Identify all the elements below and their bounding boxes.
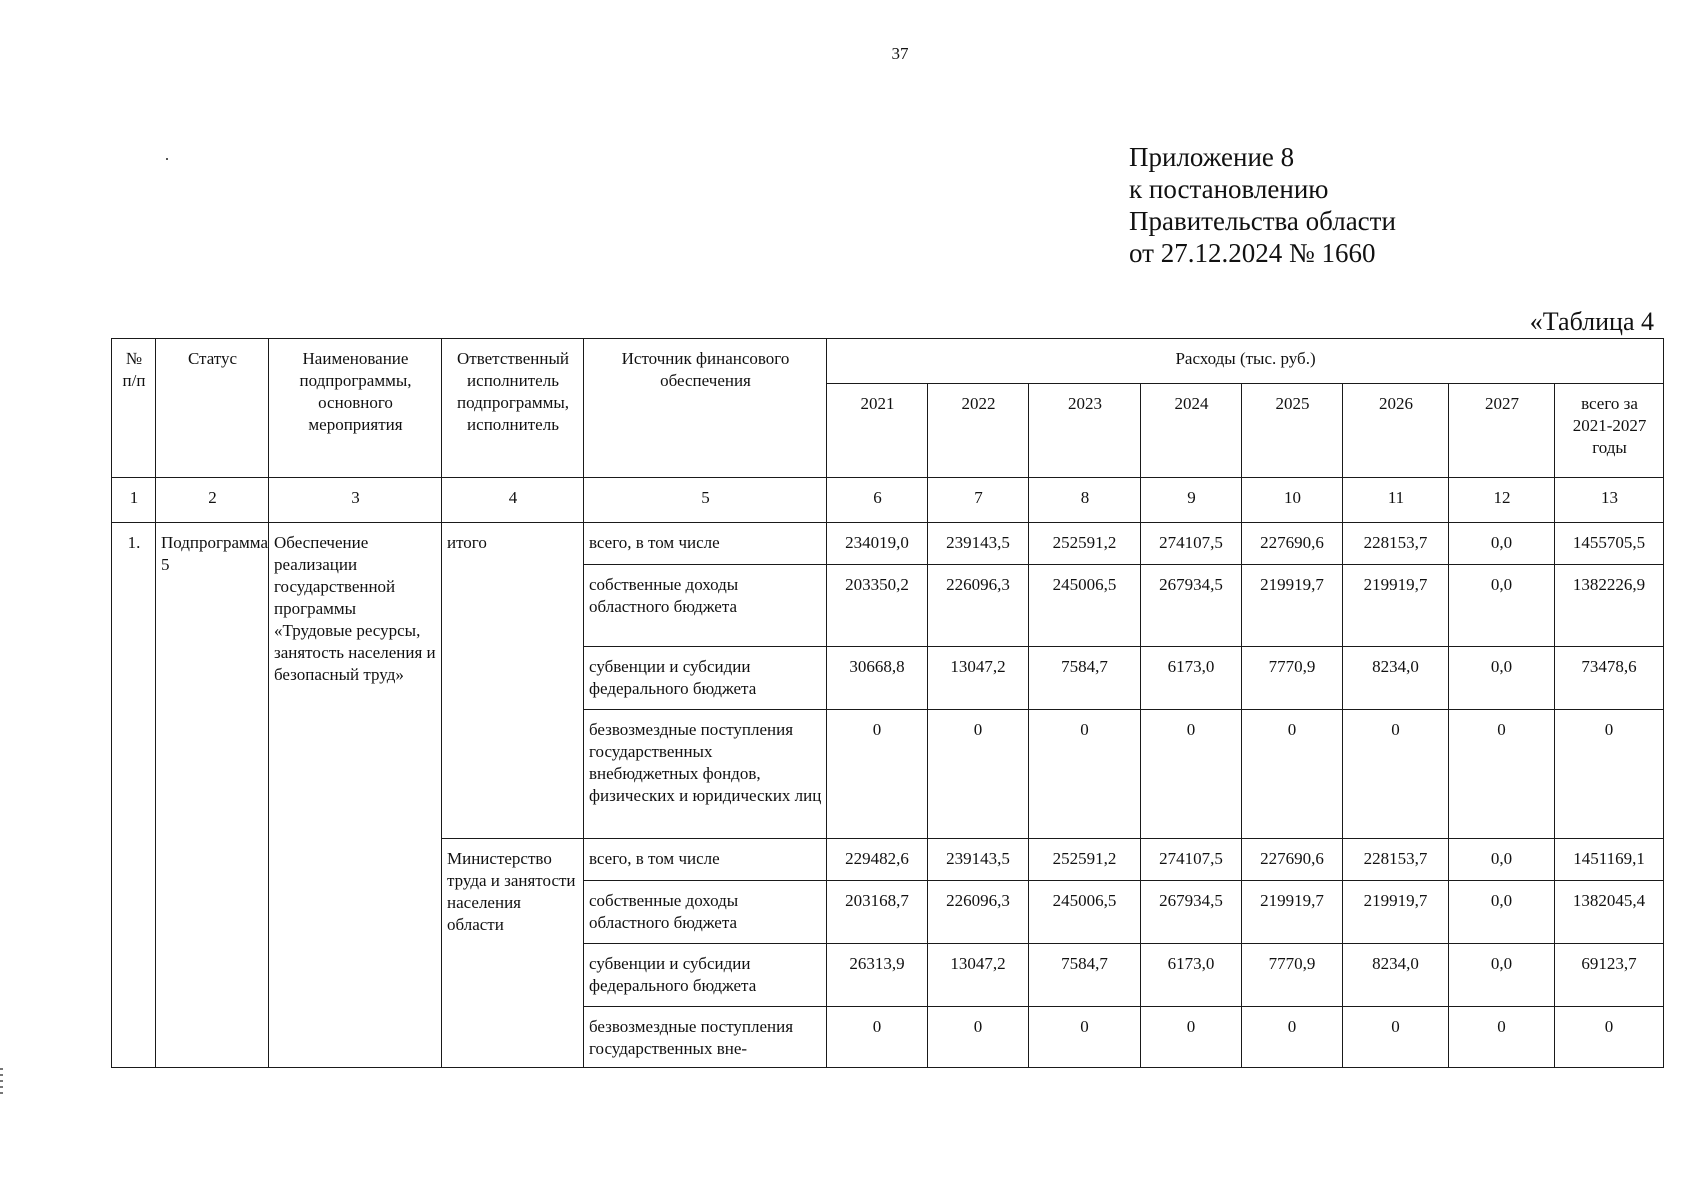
appendix-line-3: Правительства области	[1129, 206, 1396, 236]
expense-value: 0	[1242, 710, 1343, 839]
expense-value: 274107,5	[1141, 839, 1242, 881]
column-index-8: 8	[1029, 478, 1141, 523]
header-year-6: 2026	[1343, 384, 1449, 478]
row-number: 1.	[112, 523, 156, 1068]
scan-edge-marks	[0, 1068, 3, 1098]
expense-value: 0	[1242, 1007, 1343, 1068]
appendix-block	[1129, 141, 1396, 269]
header-number: № п/п	[112, 339, 156, 478]
appendix-line-1: Приложение 8	[1129, 142, 1295, 172]
expense-value: 7770,9	[1242, 647, 1343, 710]
expense-value: 219919,7	[1242, 881, 1343, 944]
header-year-7: 2027	[1449, 384, 1555, 478]
expense-value: 1382045,4	[1555, 881, 1664, 944]
expense-value: 0,0	[1449, 839, 1555, 881]
expense-value: 0,0	[1449, 565, 1555, 647]
scan-dot	[166, 158, 168, 160]
expense-value: 0	[1449, 1007, 1555, 1068]
expense-value: 7584,7	[1029, 944, 1141, 1007]
column-index-3: 3	[269, 478, 442, 523]
funding-source: собственные доходы областного бюджета	[584, 565, 827, 647]
expense-value: 0,0	[1449, 944, 1555, 1007]
column-index-5: 5	[584, 478, 827, 523]
expense-value: 219919,7	[1343, 565, 1449, 647]
expense-value: 13047,2	[928, 944, 1029, 1007]
expense-value: 203168,7	[827, 881, 928, 944]
budget-table	[111, 338, 1664, 1068]
funding-source: всего, в том числе	[584, 839, 827, 881]
expense-value: 229482,6	[827, 839, 928, 881]
expense-value: 6173,0	[1141, 647, 1242, 710]
expense-value: 1451169,1	[1555, 839, 1664, 881]
expense-value: 227690,6	[1242, 839, 1343, 881]
expense-value: 0,0	[1449, 881, 1555, 944]
row-program-name: Обеспечение реализации государственной программы «Трудовые ресурсы, занятость населения и безопасный труд»	[269, 523, 442, 1068]
appendix-line-2: к постановлению	[1129, 174, 1329, 204]
expense-value: 245006,5	[1029, 565, 1141, 647]
expense-value: 7770,9	[1242, 944, 1343, 1007]
header-name: Наименование подпрограммы, основного мероприятия	[269, 339, 442, 478]
expense-value: 0	[1343, 1007, 1449, 1068]
appendix-line-4: от 27.12.2024 № 1660	[1129, 238, 1376, 268]
expense-value: 239143,5	[928, 523, 1029, 565]
column-index-4: 4	[442, 478, 584, 523]
column-index-7: 7	[928, 478, 1029, 523]
column-index-13: 13	[1555, 478, 1664, 523]
expense-value: 267934,5	[1141, 881, 1242, 944]
expense-value: 267934,5	[1141, 565, 1242, 647]
header-expenses: Расходы (тыс. руб.)	[827, 339, 1664, 384]
expense-value: 1382226,9	[1555, 565, 1664, 647]
column-index-2: 2	[156, 478, 269, 523]
header-year-1: 2021	[827, 384, 928, 478]
expense-value: 73478,6	[1555, 647, 1664, 710]
expense-value: 0,0	[1449, 647, 1555, 710]
expense-value: 0	[1555, 1007, 1664, 1068]
funding-source: собственные доходы областного бюджета	[584, 881, 827, 944]
funding-source: субвенции и субсидии федерального бюджета	[584, 944, 827, 1007]
column-index-6: 6	[827, 478, 928, 523]
expense-value: 1455705,5	[1555, 523, 1664, 565]
expense-value: 228153,7	[1343, 839, 1449, 881]
expense-value: 0	[928, 1007, 1029, 1068]
expense-value: 0	[1449, 710, 1555, 839]
expense-value: 6173,0	[1141, 944, 1242, 1007]
expense-value: 234019,0	[827, 523, 928, 565]
header-year-4: 2024	[1141, 384, 1242, 478]
column-index-10: 10	[1242, 478, 1343, 523]
expense-value: 13047,2	[928, 647, 1029, 710]
header-year-3: 2023	[1029, 384, 1141, 478]
column-index-11: 11	[1343, 478, 1449, 523]
expense-value: 0	[1029, 1007, 1141, 1068]
funding-source: безвозмездные поступления государственных вне-	[584, 1007, 827, 1068]
responsible-executor: Министерство труда и занятости населения области	[442, 839, 584, 1068]
expense-value: 219919,7	[1343, 881, 1449, 944]
expense-value: 239143,5	[928, 839, 1029, 881]
funding-source: безвозмездные поступления государственных внебюджетных фондов, физических и юридических лиц	[584, 710, 827, 839]
expense-value: 0	[928, 710, 1029, 839]
expense-value: 252591,2	[1029, 839, 1141, 881]
expense-value: 228153,7	[1343, 523, 1449, 565]
expense-value: 8234,0	[1343, 944, 1449, 1007]
expense-value: 0	[827, 710, 928, 839]
expense-value: 69123,7	[1555, 944, 1664, 1007]
header-year-2: 2022	[928, 384, 1029, 478]
column-index-12: 12	[1449, 478, 1555, 523]
funding-source: субвенции и субсидии федерального бюджета	[584, 647, 827, 710]
funding-source: всего, в том числе	[584, 523, 827, 565]
expense-value: 0	[1343, 710, 1449, 839]
expense-value: 0	[827, 1007, 928, 1068]
expense-value: 0	[1141, 1007, 1242, 1068]
responsible-executor: итого	[442, 523, 584, 839]
column-index-9: 9	[1141, 478, 1242, 523]
header-year-8: всего за 2021-2027 годы	[1555, 384, 1664, 478]
expense-value: 252591,2	[1029, 523, 1141, 565]
expense-value: 0	[1555, 710, 1664, 839]
table-row	[112, 523, 1664, 565]
expense-value: 0,0	[1449, 523, 1555, 565]
header-year-5: 2025	[1242, 384, 1343, 478]
expense-value: 219919,7	[1242, 565, 1343, 647]
expense-value: 7584,7	[1029, 647, 1141, 710]
row-status: Подпрограмма 5	[156, 523, 269, 1068]
expense-value: 203350,2	[827, 565, 928, 647]
column-index-1: 1	[112, 478, 156, 523]
page-number: 37	[891, 44, 909, 63]
table-caption: «Таблица 4	[1529, 307, 1654, 336]
expense-value: 26313,9	[827, 944, 928, 1007]
expense-value: 30668,8	[827, 647, 928, 710]
header-responsible: Ответственный исполнитель подпрограммы, исполнитель	[442, 339, 584, 478]
expense-value: 226096,3	[928, 881, 1029, 944]
expense-value: 0	[1029, 710, 1141, 839]
expense-value: 227690,6	[1242, 523, 1343, 565]
expense-value: 274107,5	[1141, 523, 1242, 565]
expense-value: 226096,3	[928, 565, 1029, 647]
header-status: Статус	[156, 339, 269, 478]
header-source: Источник финансового обеспечения	[584, 339, 827, 478]
expense-value: 0	[1141, 710, 1242, 839]
expense-value: 8234,0	[1343, 647, 1449, 710]
expense-value: 245006,5	[1029, 881, 1141, 944]
